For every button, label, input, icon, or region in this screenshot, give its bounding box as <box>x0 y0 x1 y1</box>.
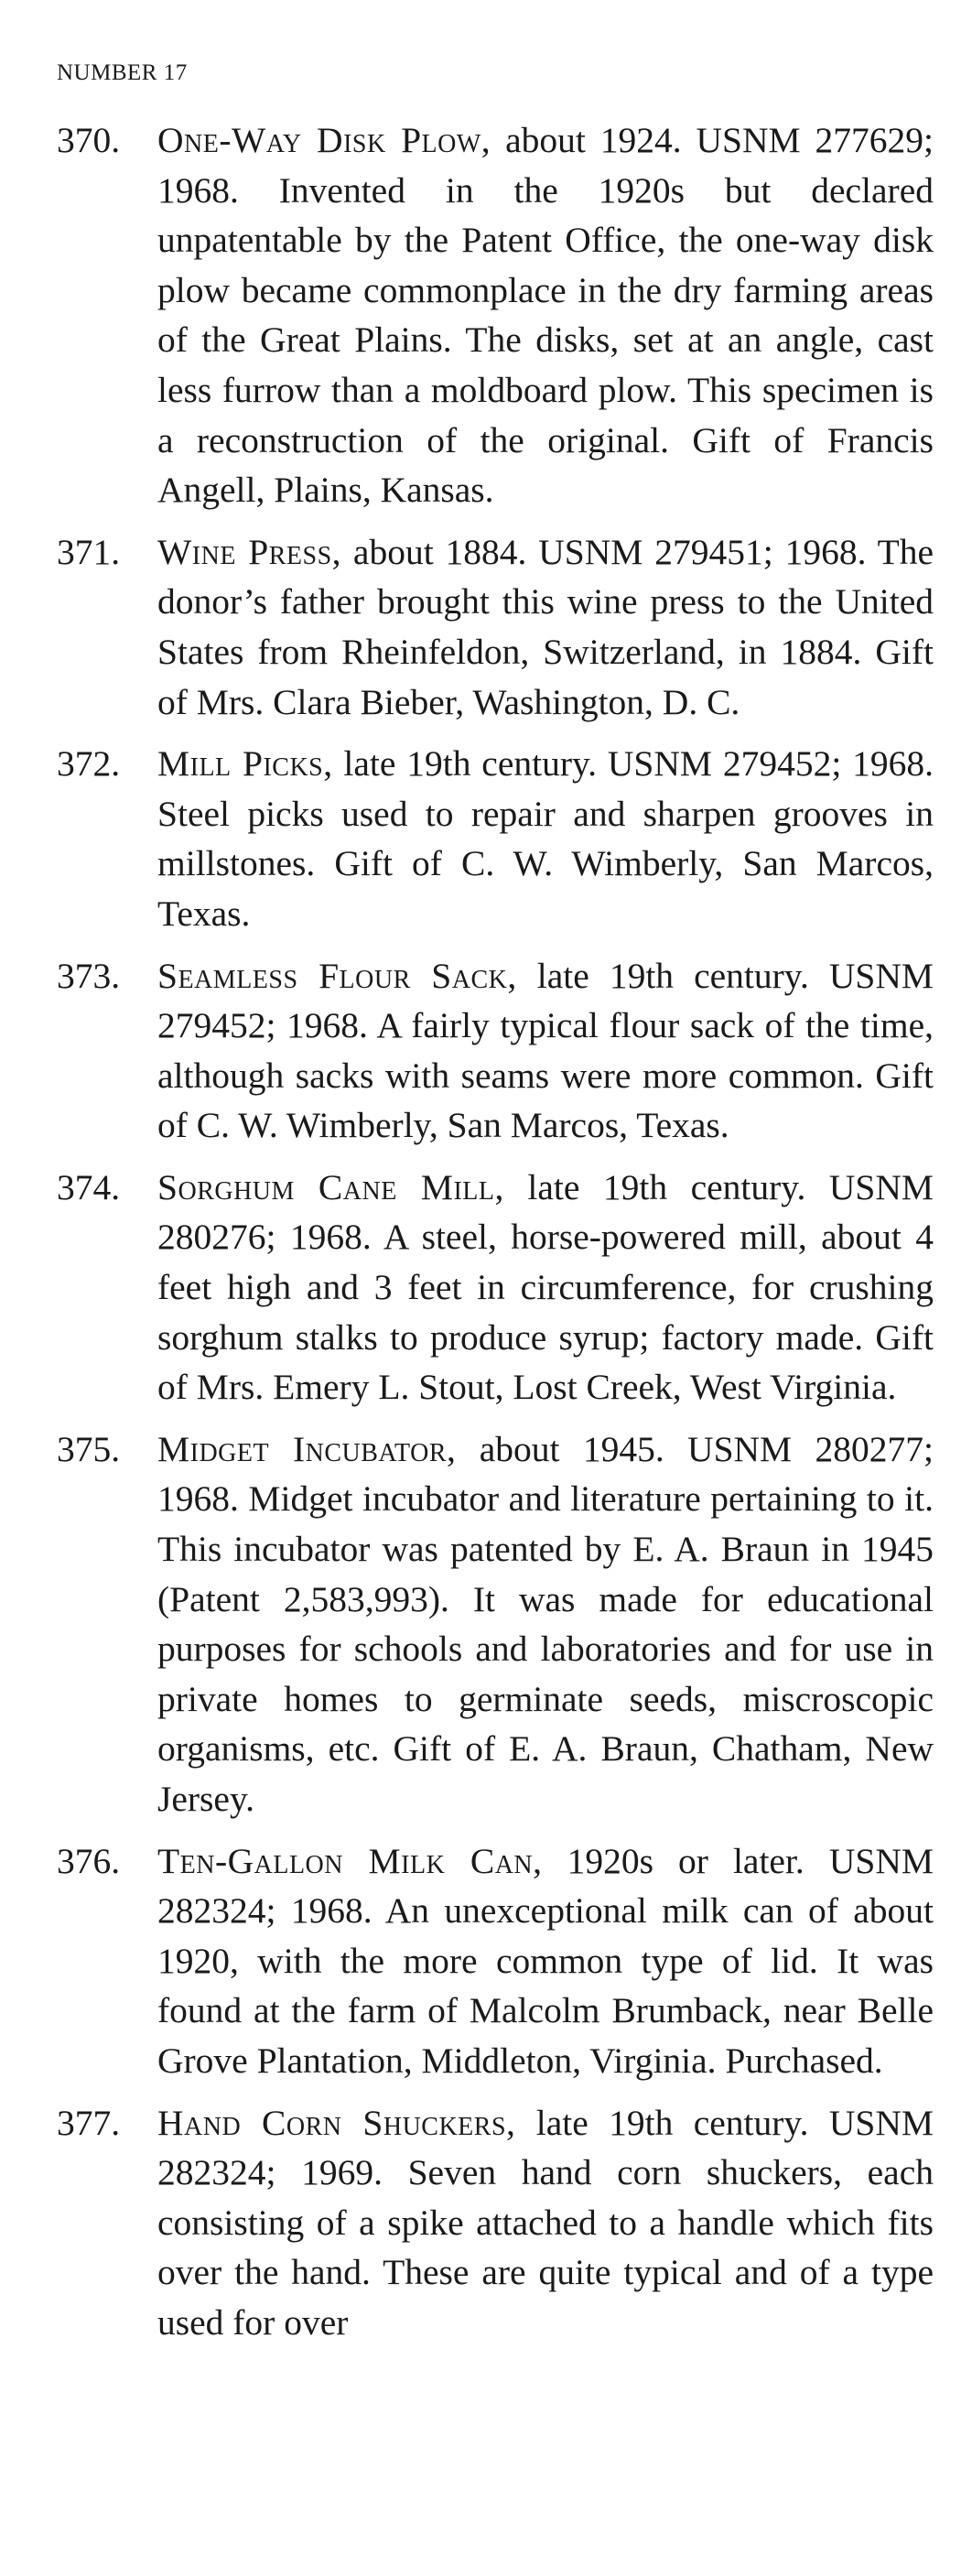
entry-title: Hand Corn Shuckers, <box>157 2102 516 2143</box>
catalog-entry-375 <box>57 1424 934 1824</box>
catalog-entry-373 <box>57 951 934 1151</box>
entry-text: 1920s or later. USNM 282324; 1968. An unexceptional milk can of about 1920, with the more common type of lid. It was found at the farm of Malcolm Brumback, near Belle Grove Plantation, Middleton, Virginia. Purchased. <box>157 1840 934 2081</box>
entry-text: about 1884. USNM 279451; 1968. The donor’s father brought this wine press to the United States from Rheinfeldon, Switzerland, in 1884. Gift of Mrs. Clara Bieber, Washington, D. C. <box>157 531 934 722</box>
entry-text: late 19th century. USNM 279452; 1968. Steel picks used to repair and sharpen grooves in millstones. Gift of C. W. Wimberly, San Marcos, Texas. <box>157 743 934 934</box>
entry-title: Ten-Gallon Milk Can, <box>157 1840 543 1881</box>
entry-number: 371. <box>57 531 121 572</box>
entry-number: 375. <box>57 1428 121 1469</box>
entry-text: about 1924. USNM 277629; 1968. Invented in the 1920s but declared unpatentable by the Patent Office, the one-way disk plow became commonplace in the dry farming areas of the Great Plains. The disks, set at an angle, cast less furrow than a moldboard plow. This specimen is a reconstruction of the original. Gift of Francis Angell, Plains, Kansas. <box>157 120 934 511</box>
catalog-entry-371 <box>57 527 934 727</box>
catalog-entry-372 <box>57 739 934 938</box>
catalog-entry-370 <box>57 115 934 515</box>
entry-number: 376. <box>57 1840 121 1881</box>
entry-number: 377. <box>57 2102 121 2143</box>
entry-number: 372. <box>57 743 121 785</box>
entry-number: 374. <box>57 1166 121 1207</box>
entry-text: late 19th century. USNM 280276; 1968. A steel, horse-powered mill, about 4 feet high and 3 feet in circumference, for crushing sorghum stalks to produce syrup; factory made. Gift of Mrs. Emery L. Stout, Lost Creek, West Virginia. <box>157 1166 934 1408</box>
entry-text: late 19th century. USNM 282324; 1969. Seven hand corn shuckers, each consisting of a spike attached to a handle which fits over the hand. These are quite typical and of a type used for over <box>157 2102 934 2343</box>
running-head: NUMBER 17 <box>57 60 188 85</box>
entry-title: Midget Incubator, <box>157 1428 457 1469</box>
entry-title: One-Way Disk Plow, <box>157 120 491 160</box>
entry-text: late 19th century. USNM 279452; 1968. A fairly typical flour sack of the time, although sacks with seams were more common. Gift of C. W. Wimberly, San Marcos, Texas. <box>157 955 934 1146</box>
entry-title: Mill Picks, <box>157 743 333 785</box>
catalog-entry-377 <box>57 2098 934 2348</box>
entry-title: Wine Press, <box>157 531 342 572</box>
entry-number: 370. <box>57 120 121 160</box>
catalog-entry-376 <box>57 1836 934 2086</box>
entry-title: Sorghum Cane Mill, <box>157 1166 504 1207</box>
catalog-entry-374 <box>57 1163 934 1412</box>
entry-text: about 1945. USNM 280277; 1968. Midget incubator and literature pertaining to it. This incubator was patented by E. A. Braun in 1945 (Patent 2,583,993). It was made for educational purposes for schools and laboratories and for use in private homes to germinate seeds, miscroscopic organisms, etc. Gift of E. A. Braun, Chatham, New Jersey. <box>157 1428 934 1819</box>
entry-title: Seamless Flour Sack, <box>157 955 517 996</box>
entry-number: 373. <box>57 955 121 996</box>
